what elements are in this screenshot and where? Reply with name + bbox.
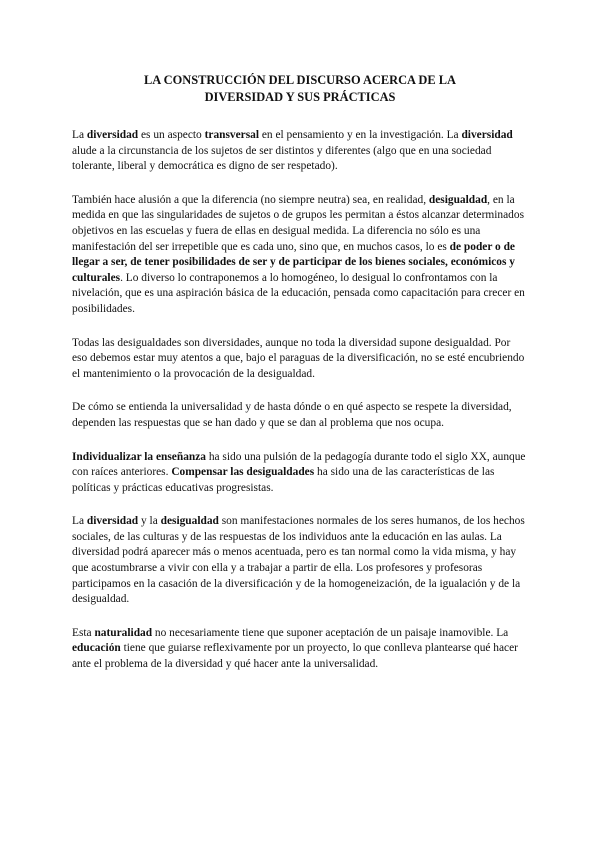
- text-run: Todas las desigualdades son diversidades, aunque no toda la diversidad supone desigualdad. Por eso debemos estar muy atentos a que, bajo el paraguas de la diversificación, no se esté encubriendo el mantenimiento o la provocación de la desigualdad.: [72, 336, 525, 380]
- text-run: De cómo se entienda la universalidad y de hasta dónde o en qué aspecto se respete la diversidad, dependen las respuestas que se han dado y que se dan al problema que nos ocupa.: [72, 401, 512, 429]
- text-run: en el pensamiento y en la investigación. La: [259, 129, 462, 141]
- text-run: ha sido una pulsión de la pedagogía durante todo el siglo XX, aunque con raíces anteriores.: [72, 450, 526, 479]
- bold-term: naturalidad: [94, 626, 153, 639]
- bold-term: diversidad: [86, 129, 139, 141]
- document-title: [72, 72, 528, 106]
- text-run: y la: [138, 515, 161, 528]
- bold-term: Individualizar la enseñanza: [72, 450, 206, 463]
- text-run: . Lo diverso lo contraponemos a lo homogéneo, lo desigual lo confrontamos con la nivelación, que es una aspiración básica de la educación, pensada como capacitación para crecer en posibilidades.: [72, 271, 525, 315]
- text-run: tiene que guiarse reflexivamente por un proyecto, lo que conlleva plantearse qué hacer ante el problema de la diversidad y qué hacer ante la universalidad.: [72, 642, 518, 671]
- text-run: son manifestaciones normales de los seres humanos, de los hechos sociales, de las culturas y de las respuestas de los individuos ante la educación en las aulas. La diversidad podrá aparecer más o menos acentuada, pero es tan normal como la vida misma, y hay que acostumbrarse a vivir con ella y a trabajar a partir de ella. Los profesores y profesoras participamos en la casación de la diversificación y de la homogeneización, de la igualación y de la desigualdad.: [72, 515, 525, 606]
- bold-term: desigualdad: [160, 515, 219, 528]
- text-run: alude a la circunstancia de los sujetos de ser distintos y diferentes (algo que en una sociedad tolerante, liberal y democrática es digno de ser respetado).: [72, 144, 492, 173]
- paragraph-7: [72, 626, 528, 673]
- bold-term: de poder o de llegar a ser, de tener posibilidades de ser y de participar de los bienes sociales, económicos y culturales: [72, 240, 515, 284]
- paragraph-5: [72, 450, 528, 497]
- bold-term: diversidad: [86, 515, 139, 528]
- text-run: La: [72, 515, 87, 528]
- bold-term: educación: [72, 642, 121, 655]
- paragraph-6: [72, 514, 528, 608]
- text-run: ha sido una de las características de las políticas y prácticas educativas progresistas.: [72, 466, 495, 494]
- paragraph-2: [72, 193, 528, 318]
- text-run: no necesariamente tiene que suponer aceptación de un paisaje inamovible. La: [152, 626, 509, 639]
- bold-term: diversidad: [461, 129, 513, 141]
- text-run: es un aspecto: [138, 129, 205, 141]
- paragraph-3: [72, 336, 528, 383]
- bold-term: Compensar las desigualdades: [171, 466, 315, 479]
- paragraph-1: [72, 128, 528, 175]
- text-run: , en la medida en que las singularidades de sujetos o de grupos les permitan a éstos alcanzar determinados objetivos en las escuelas y fuera de ellas en desigual medida. La diferencia no sólo es una manifestación del ser irrepetible que es cada uno, sino que, en muchos casos, lo es: [72, 193, 525, 253]
- title-line-1: LA CONSTRUCCIÓN DEL DISCURSO ACERCA DE LA: [144, 73, 456, 87]
- text-run: También hace alusión a que la diferencia (no siempre neutra) sea, en realidad,: [72, 193, 429, 206]
- paragraph-4: [72, 400, 528, 431]
- text-run: La: [72, 129, 87, 141]
- title-line-2: DIVERSIDAD Y SUS PRÁCTICAS: [204, 90, 396, 104]
- text-run: Esta: [72, 626, 95, 639]
- bold-term: desigualdad: [428, 193, 488, 206]
- bold-term: transversal: [204, 129, 260, 141]
